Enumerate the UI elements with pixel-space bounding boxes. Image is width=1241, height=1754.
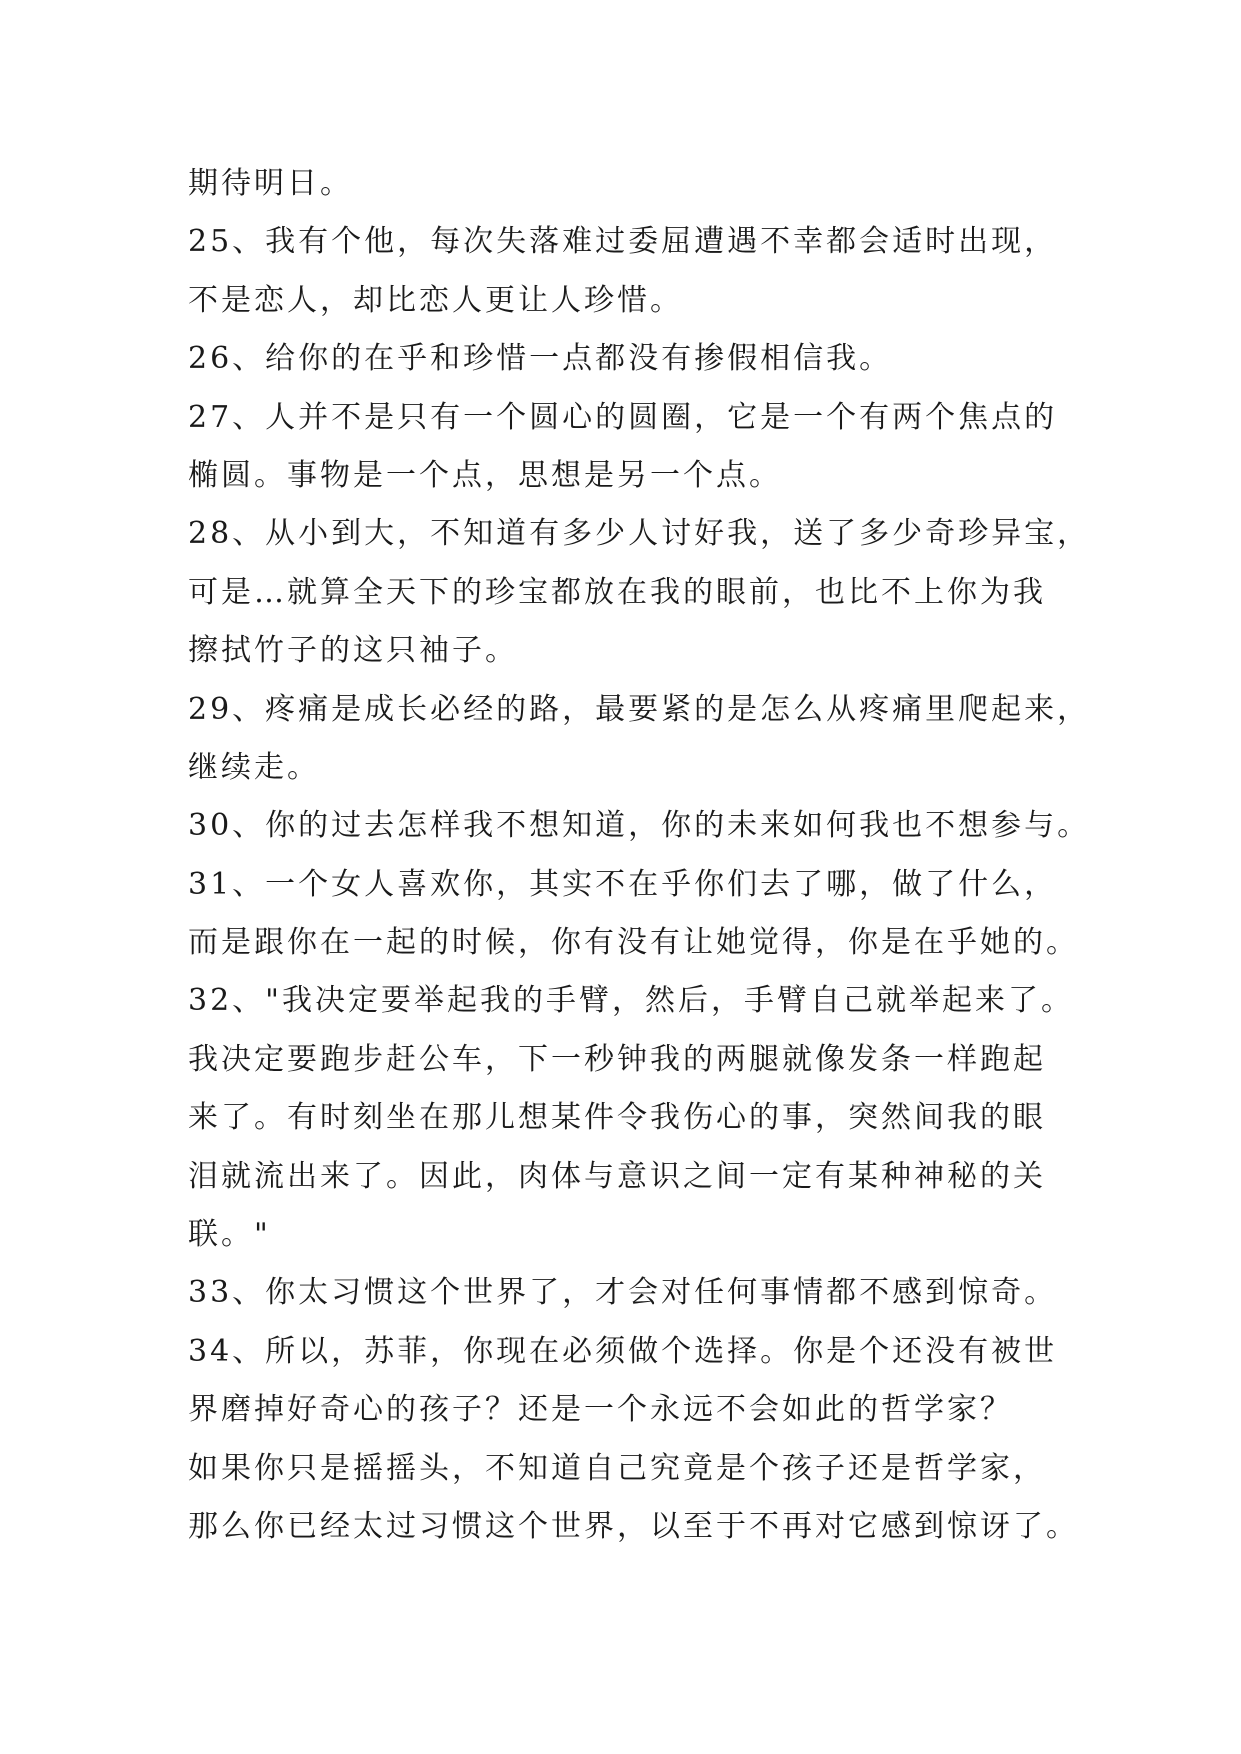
text-line: 擦拭竹子的这只袖子。 [188,633,518,669]
text-line: 28、从小到大，不知道有多少人讨好我，送了多少奇珍异宝， [188,516,1091,552]
text-line: 可是…就算全天下的珍宝都放在我的眼前，也比不上你为我 [188,574,1046,610]
text-line: 我决定要跑步赶公车，下一秒钟我的两腿就像发条一样跑起 [188,1041,1046,1077]
text-line: 31、一个女人喜欢你，其实不在乎你们去了哪，做了什么， [188,866,1058,902]
text-line: 期待明日。 [188,166,353,201]
text-line: 26、给你的在乎和珍惜一点都没有掺假相信我。 [188,341,893,377]
text-line: 30、你的过去怎样我不想知道，你的未来如何我也不想参与。 [188,808,1091,844]
text-line: 不是恋人，却比恋人更让人珍惜。 [188,282,683,318]
text-line: 泪就流出来了。因此，肉体与意识之间一定有某种神秘的关 [188,1158,1046,1194]
text-line: 33、你太习惯这个世界了，才会对任何事情都不感到惊奇。 [188,1275,1058,1311]
text-line: 界磨掉好奇心的孩子？还是一个永远不会如此的哲学家？ [188,1392,1013,1428]
text-line: 32、"我决定要举起我的手臂，然后，手臂自己就举起来了。 [188,983,1074,1019]
text-line: 而是跟你在一起的时候，你有没有让她觉得，你是在乎她的。 [188,925,1079,961]
text-line: 34、所以，苏菲，你现在必须做个选择。你是个还没有被世 [188,1333,1058,1369]
text-line: 继续走。 [188,749,320,785]
text-body [188,155,1091,1556]
text-line: 联。" [188,1217,271,1253]
text-line: 椭圆。事物是一个点，思想是另一个点。 [188,457,782,493]
text-line: 29、疼痛是成长必经的路，最要紧的是怎么从疼痛里爬起来， [188,691,1091,727]
text-line: 25、我有个他，每次失落难过委屈遭遇不幸都会适时出现， [188,224,1058,260]
text-line: 那么你已经太过习惯这个世界，以至于不再对它感到惊讶了。 [188,1508,1079,1544]
text-line: 如果你只是摇摇头，不知道自己究竟是个孩子还是哲学家， [188,1450,1046,1486]
text-line: 来了。有时刻坐在那儿想某件令我伤心的事，突然间我的眼 [188,1100,1046,1136]
text-line: 27、人并不是只有一个圆心的圆圈，它是一个有两个焦点的 [188,399,1058,435]
